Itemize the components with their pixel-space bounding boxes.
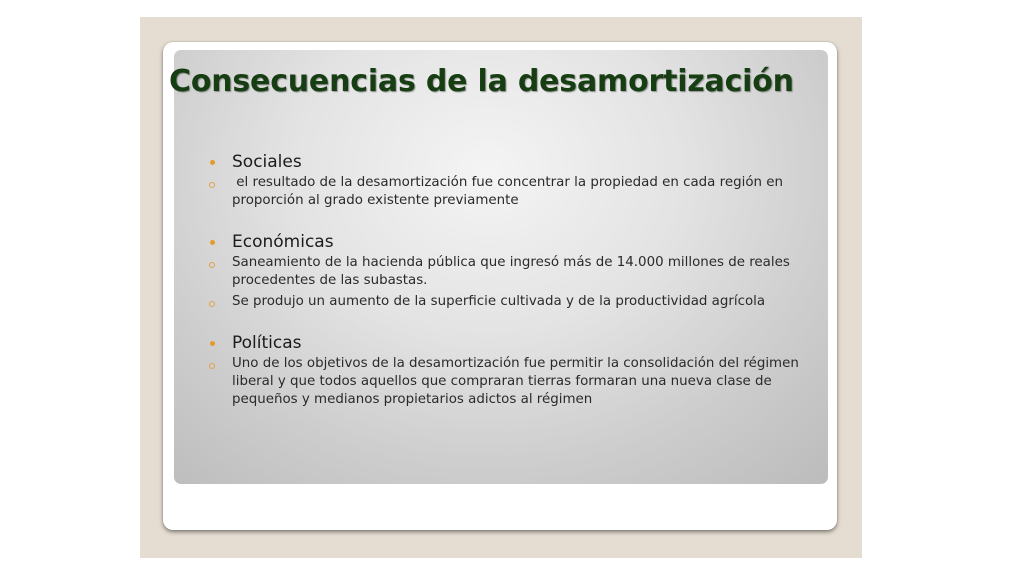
- section-heading-label: Políticas: [232, 333, 302, 353]
- list-item: [206, 355, 816, 409]
- section-heading: [206, 150, 816, 174]
- list-item-text: Saneamiento de la hacienda pública que ingresó más de 14.000 millones de reales procedentes de las subastas.: [232, 255, 790, 288]
- list-item: [206, 254, 816, 290]
- slide-content: [206, 150, 816, 409]
- bullet-icon: [210, 341, 215, 346]
- slide-title: Consecuencias de la desamortización: [169, 64, 794, 99]
- list-item-text: Uno de los objetivos de la desamortización fue permitir la consolidación del régimen liberal y que todos aquellos que compraran tierras formaran una nueva clase de pequeños y medianos propietarios adictos al régimen: [232, 356, 799, 407]
- list-item: [206, 174, 816, 210]
- section-sociales: [206, 150, 816, 210]
- section-heading-label: Económicas: [232, 232, 334, 252]
- list-item-text: Se produjo un aumento de la superficie cultivada y de la productividad agrícola: [232, 294, 766, 309]
- bullet-icon: [210, 240, 215, 245]
- circle-bullet-icon: [209, 363, 215, 369]
- circle-bullet-icon: [209, 182, 215, 188]
- list-item-text: el resultado de la desamortización fue concentrar la propiedad en cada región en proporción al grado existente previamente: [232, 175, 788, 208]
- section-economicas: [206, 230, 816, 311]
- list-item: [206, 293, 816, 311]
- section-heading: [206, 331, 816, 355]
- section-politicas: [206, 331, 816, 409]
- bullet-icon: [210, 160, 215, 165]
- section-heading-label: Sociales: [232, 152, 302, 172]
- circle-bullet-icon: [209, 301, 215, 307]
- circle-bullet-icon: [209, 262, 215, 268]
- section-heading: [206, 230, 816, 254]
